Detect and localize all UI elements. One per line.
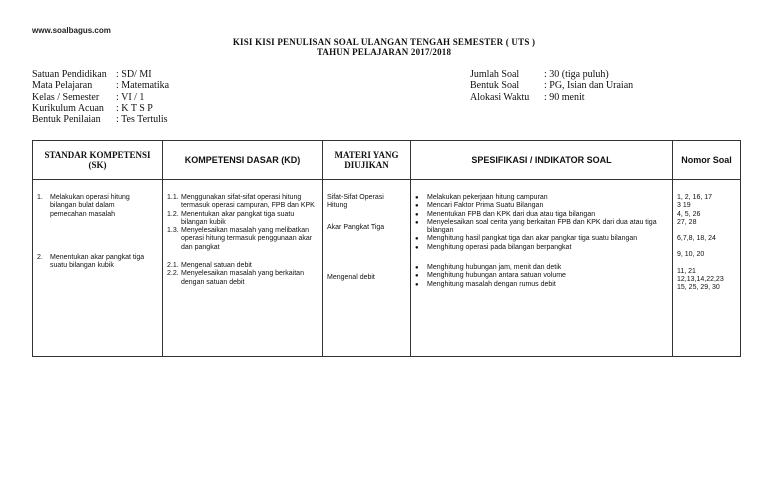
indikator-cell <box>411 180 673 357</box>
kd-number: 2.2. <box>167 270 179 278</box>
bullet-icon: ● <box>415 211 419 218</box>
bullet-icon: ● <box>415 244 419 251</box>
kd-item <box>167 270 319 287</box>
indikator-item <box>415 264 669 272</box>
bullet-icon: ● <box>415 203 419 210</box>
indikator-item <box>415 235 669 243</box>
indikator-text: Menghitung masalah dengan rumus debit <box>427 280 556 288</box>
nomor-soal: 6,7,8, 18, 24 <box>677 235 716 243</box>
info-label: Kelas / Semester <box>32 91 100 103</box>
info-label: Bentuk Soal <box>470 80 520 92</box>
sk-text: Melakukan operasi hitung bilangan bulat dalam pemecahan masalah <box>50 194 130 218</box>
kd-item <box>167 262 319 270</box>
bullet-icon: ● <box>415 195 419 201</box>
info-row <box>470 69 633 80</box>
indikator-text: Menghitung hubungan antara satuan volume <box>427 272 566 280</box>
bullet-icon: ● <box>415 265 419 272</box>
indikator-item <box>415 219 669 236</box>
nomor-soal: 4, 5, 26 <box>677 210 701 218</box>
info-value: : VI / 1 <box>116 91 145 103</box>
bullet-icon: ● <box>415 281 419 288</box>
indikator-text: Menyelesaikan soal cerita yang berkaitan FPB dan KPK dari dua atau tiga bilangan <box>427 218 657 235</box>
indikator-text: Menentukan FPB dan KPK dari dua atau tiga bilangan <box>427 210 596 218</box>
document-subtitle: TAHUN PELAJARAN 2017/2018 <box>316 47 452 57</box>
header-indikator: SPESIFIKASI / INDIKATOR SOAL <box>411 141 673 180</box>
kd-text: Menentukan akar pangkat tiga suatu bilangan kubik <box>181 210 295 226</box>
indikator-item <box>415 244 669 252</box>
table-row <box>33 180 741 357</box>
kd-cell <box>163 180 323 357</box>
nomor-soal: 27, 28 <box>677 218 697 226</box>
indikator-text: Menghitung hubungan jam, menit dan detik <box>427 264 562 272</box>
sk-number: 2. <box>37 253 43 261</box>
info-row <box>32 92 169 103</box>
materi-item: Akar Pangkat Tiga <box>327 223 385 231</box>
identity-info-left <box>32 69 169 125</box>
materi-item: Mengenal debit <box>327 273 375 281</box>
info-label: Mata Pelajaran <box>32 80 93 92</box>
nomor-soal-cell <box>673 180 741 357</box>
sk-cell <box>33 180 163 357</box>
info-label: Jumlah Soal <box>470 69 520 80</box>
header-kompetensi-dasar: KOMPETENSI DASAR (KD) <box>163 141 323 180</box>
nomor-soal: 12,13,14,22,23 <box>677 276 724 284</box>
indikator-item <box>415 281 669 289</box>
info-label: Kurikulum Acuan <box>32 102 104 114</box>
info-row <box>32 114 169 125</box>
indikator-item <box>415 202 669 210</box>
kd-item <box>167 227 319 252</box>
info-row <box>32 80 169 91</box>
kd-number: 1.3. <box>167 227 179 235</box>
indikator-item <box>415 194 669 202</box>
nomor-soal: 9, 10, 20 <box>677 251 705 259</box>
info-label: Satuan Pendidikan <box>32 69 107 80</box>
nomor-soal: 1, 2, 16, 17 <box>677 194 713 201</box>
indikator-item <box>415 211 669 219</box>
indikator-text: Menghitung hasil pangkat tiga dan akar pangkar tiga suatu bilangan <box>427 235 638 243</box>
watermark: www.soalbagus.com <box>32 26 111 35</box>
indikator-text: Melakukan pekerjaan hitung campuran <box>427 194 548 201</box>
header-standar-kompetensi: STANDAR KOMPETENSI (SK) <box>33 141 163 180</box>
kd-text: Menggunakan sifat-sifat operasi hitung termasuk operasi campuran, FPB dan KPK <box>181 194 315 210</box>
sk-text: Menentukan akar pangkat tiga suatu bilangan kubik <box>50 253 145 270</box>
info-row <box>470 80 633 91</box>
document-title: KISI KISI PENULISAN SOAL ULANGAN TENGAH SEMESTER ( UTS ) <box>232 37 536 47</box>
sk-number: 1. <box>37 194 43 201</box>
info-value: : PG, Isian dan Uraian <box>544 80 634 92</box>
header-nomor-soal: Nomor Soal <box>673 141 741 180</box>
info-value: : 90 menit <box>544 91 585 103</box>
materi-cell <box>323 180 411 357</box>
nomor-soal: 3 19 <box>677 202 691 210</box>
kd-number: 1.1. <box>167 194 179 201</box>
info-value: : Matematika <box>116 80 170 92</box>
nomor-soal: 15, 25, 29, 30 <box>677 284 720 292</box>
kd-text: Menyelesaikan masalah yang berkaitan dengan satuan debit <box>181 270 304 286</box>
identity-info-right <box>470 69 633 103</box>
kd-number: 1.2. <box>167 210 179 218</box>
bullet-icon: ● <box>415 273 419 280</box>
info-value: : 30 (tiga puluh) <box>544 69 609 80</box>
bullet-icon: ● <box>415 219 419 226</box>
bullet-icon: ● <box>415 236 419 243</box>
info-label: Alokasi Waktu <box>470 91 530 103</box>
header-materi: MATERI YANG DIUJIKAN <box>323 141 411 180</box>
indikator-item <box>415 272 669 280</box>
info-label: Bentuk Penilaian <box>32 114 101 126</box>
info-row <box>32 103 169 114</box>
info-value: : Tes Tertulis <box>116 114 168 126</box>
materi-item: Sifat-Sifat Operasi Hitung <box>327 194 384 210</box>
kd-number: 2.1. <box>167 262 179 270</box>
kd-text: Mengenal satuan debit <box>181 262 252 270</box>
kd-text: Menyelesaikan masalah yang melibatkan operasi hitung termasuk penggunaan akar dan pangkat <box>181 227 313 251</box>
table-header-row <box>33 141 741 180</box>
sk-item <box>37 254 159 271</box>
indikator-text: Menghitung operasi pada bilangan berpangkat <box>427 243 572 251</box>
info-row <box>470 92 633 103</box>
sk-item <box>37 194 159 219</box>
nomor-soal: 11, 21 <box>677 267 696 275</box>
kd-item <box>167 211 319 228</box>
info-value: : SD/ MI <box>116 69 152 80</box>
info-row <box>32 69 169 80</box>
kd-item <box>167 194 319 211</box>
info-value: : K T S P <box>116 102 153 114</box>
indikator-text: Mencari Faktor Prima Suatu Bilangan <box>427 202 544 210</box>
kisi-table <box>32 140 741 357</box>
